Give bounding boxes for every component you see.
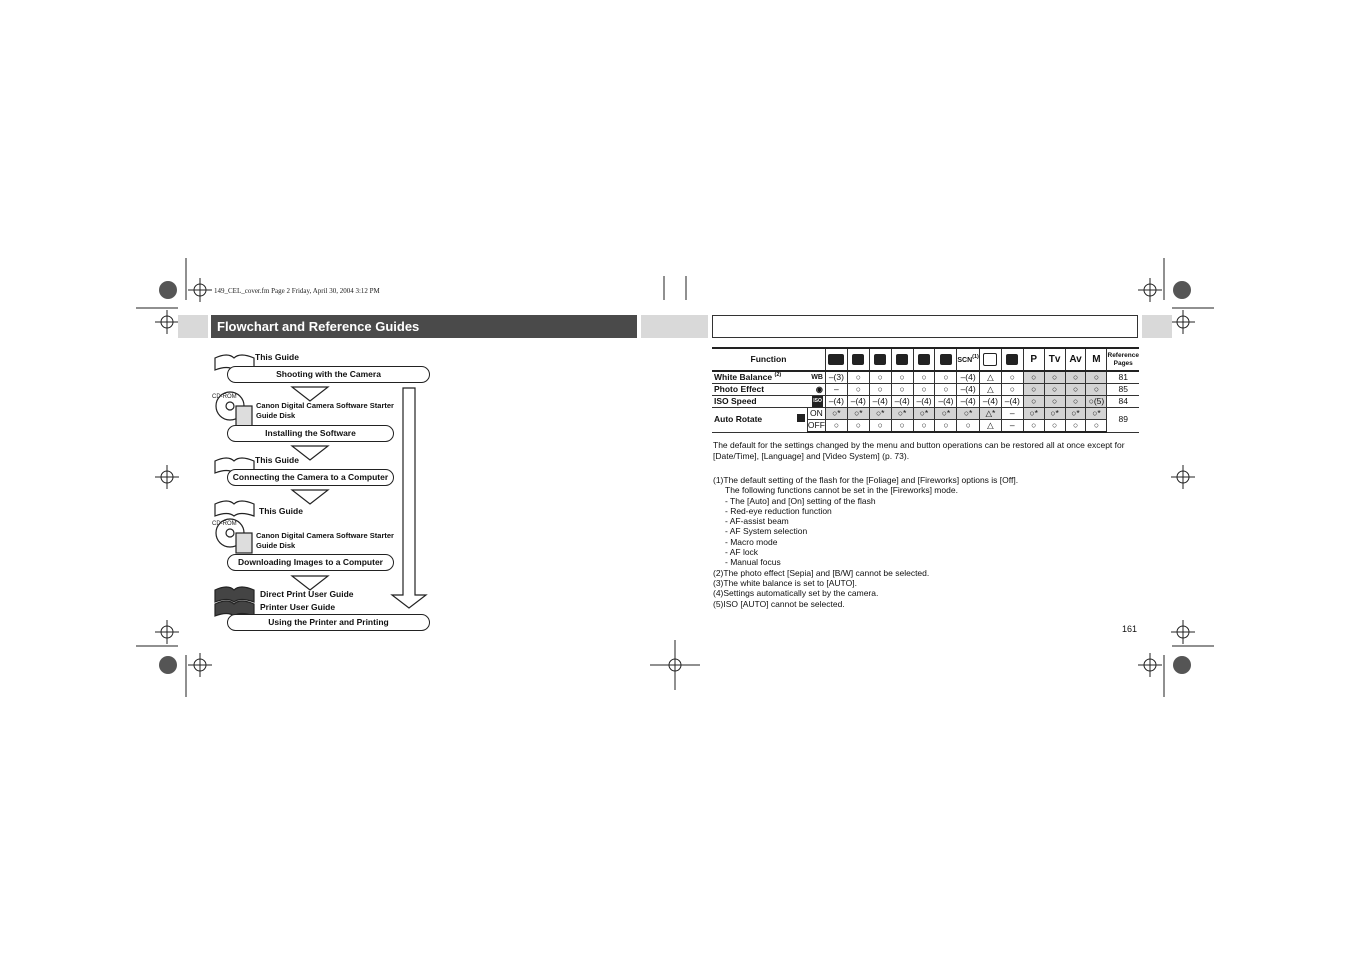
fast-shutter-icon <box>913 348 935 371</box>
photo-effect-label: Photo Effect ◉ <box>712 384 825 396</box>
footnote-4: (4)Settings automatically set by the camera. <box>713 588 879 599</box>
footnotes <box>713 475 1018 609</box>
step7-action: Using the Printer and Printing <box>227 614 430 631</box>
table-row: Photo Effect ◉ – ○ ○ ○ ○ ○ –(4) △ ○ ○ ○ ○ ○ 85 <box>712 384 1139 396</box>
table-row: White Balance $^{(2)}$ WB –(3) ○ ○ ○ ○ ○ –(4) △ ○ ○ ○ ○ ○ 81 <box>712 371 1139 384</box>
step3-action: Connecting the Camera to a Computer <box>227 469 394 486</box>
step3-guide: This Guide <box>255 455 299 465</box>
svg-text:CD-ROM: CD-ROM <box>212 394 237 400</box>
function-table <box>712 347 1139 433</box>
list-item: - AF lock <box>725 547 759 558</box>
landscape-mode-icon <box>869 348 891 371</box>
step4-guide: This Guide <box>259 506 303 516</box>
book-icon <box>215 501 254 516</box>
auto-rotate-icon <box>797 414 805 422</box>
iso-speed-label: ISO Speed ISO <box>712 396 825 408</box>
portrait-mode-icon <box>847 348 869 371</box>
right-banner-box <box>712 315 1138 338</box>
book-icon <box>215 587 254 602</box>
step1-guide: This Guide <box>255 352 299 362</box>
file-slug: 149_CEL_cover.fm Page 2 Friday, April 30, 2004 3:12 PM <box>214 287 380 295</box>
footnote-3: (3)The white balance is set to [AUTO]. <box>713 577 857 588</box>
step7-guide: Printer User Guide <box>260 602 336 612</box>
photo-effect-icon: ◉ <box>815 385 823 394</box>
svg-text:CD-ROM: CD-ROM <box>212 521 237 527</box>
program-mode: P <box>1023 348 1044 371</box>
tv-mode: Tv <box>1044 348 1065 371</box>
av-mode: Av <box>1065 348 1086 371</box>
page-number: 161 <box>1122 624 1138 634</box>
step5-action: Downloading Images to a Computer <box>227 554 394 571</box>
list-item: - The [Auto] and [On] setting of the flash <box>725 495 876 506</box>
footnote-1: (1)The default setting of the flash for the [Foliage] and [Fireworks] options is [Off]. <box>713 475 1019 485</box>
auto-mode-icon <box>825 348 847 371</box>
right-tab-marker <box>1142 315 1172 338</box>
list-item: - AF System selection <box>725 526 808 537</box>
movie-mode-icon <box>1001 348 1023 371</box>
white-balance-label: White Balance $^{(2)}$ WB <box>712 371 825 384</box>
list-item: - AF-assist beam <box>725 516 789 527</box>
default-settings-note: The default for the settings changed by the menu and button operations can be restored all at once except for [Date/Time], [Language] and [Video System] (p. 73). <box>713 440 1125 461</box>
stitch-assist-icon <box>979 348 1001 371</box>
step1-action: Shooting with the Camera <box>227 366 430 383</box>
manual-mode: M <box>1086 348 1107 371</box>
page-title: Flowchart and Reference Guides <box>211 315 637 338</box>
table-row: OFF ○ ○ ○ ○ ○ ○ ○ △ – ○ ○ ○ ○ <box>712 420 1139 433</box>
reference-pages-header: Reference Pages <box>1107 348 1139 371</box>
step5-guide: Canon Digital Camera Software Starter Guide Disk <box>256 531 394 550</box>
left-tab-marker <box>178 315 208 338</box>
slow-shutter-icon <box>935 348 957 371</box>
step2-action: Installing the Software <box>227 425 394 442</box>
step2-guide: Canon Digital Camera Software Starter Guide Disk <box>256 401 394 420</box>
list-item: - Red-eye reduction function <box>725 505 832 516</box>
scn-mode-icon: SCN$^{(1)}$ <box>957 348 980 371</box>
night-scene-icon <box>891 348 913 371</box>
right-banner-gray <box>641 315 708 338</box>
footnote-2: (2)The photo effect [Sepia] and [B/W] cannot be selected. <box>713 567 930 578</box>
table-row: ISO Speed ISO –(4) –(4) –(4) –(4) –(4) –(4) –(4) –(4) –(4) ○ ○ ○ ○(5) 84 <box>712 396 1139 408</box>
footnote-1a: The following functions cannot be set in the [Fireworks] mode. <box>725 485 958 496</box>
step6-guide: Direct Print User Guide <box>260 589 354 599</box>
list-item: - Manual focus <box>725 557 781 568</box>
list-item: - Macro mode <box>725 536 778 547</box>
footnote-5: (5)ISO [AUTO] cannot be selected. <box>713 598 845 609</box>
auto-rotate-label: Auto Rotate <box>712 408 807 433</box>
function-header: Function <box>712 348 825 371</box>
table-row: Auto Rotate ON ○* ○* ○* ○* ○* ○* ○* △* – ○* ○* ○* ○* 89 <box>712 408 1139 420</box>
